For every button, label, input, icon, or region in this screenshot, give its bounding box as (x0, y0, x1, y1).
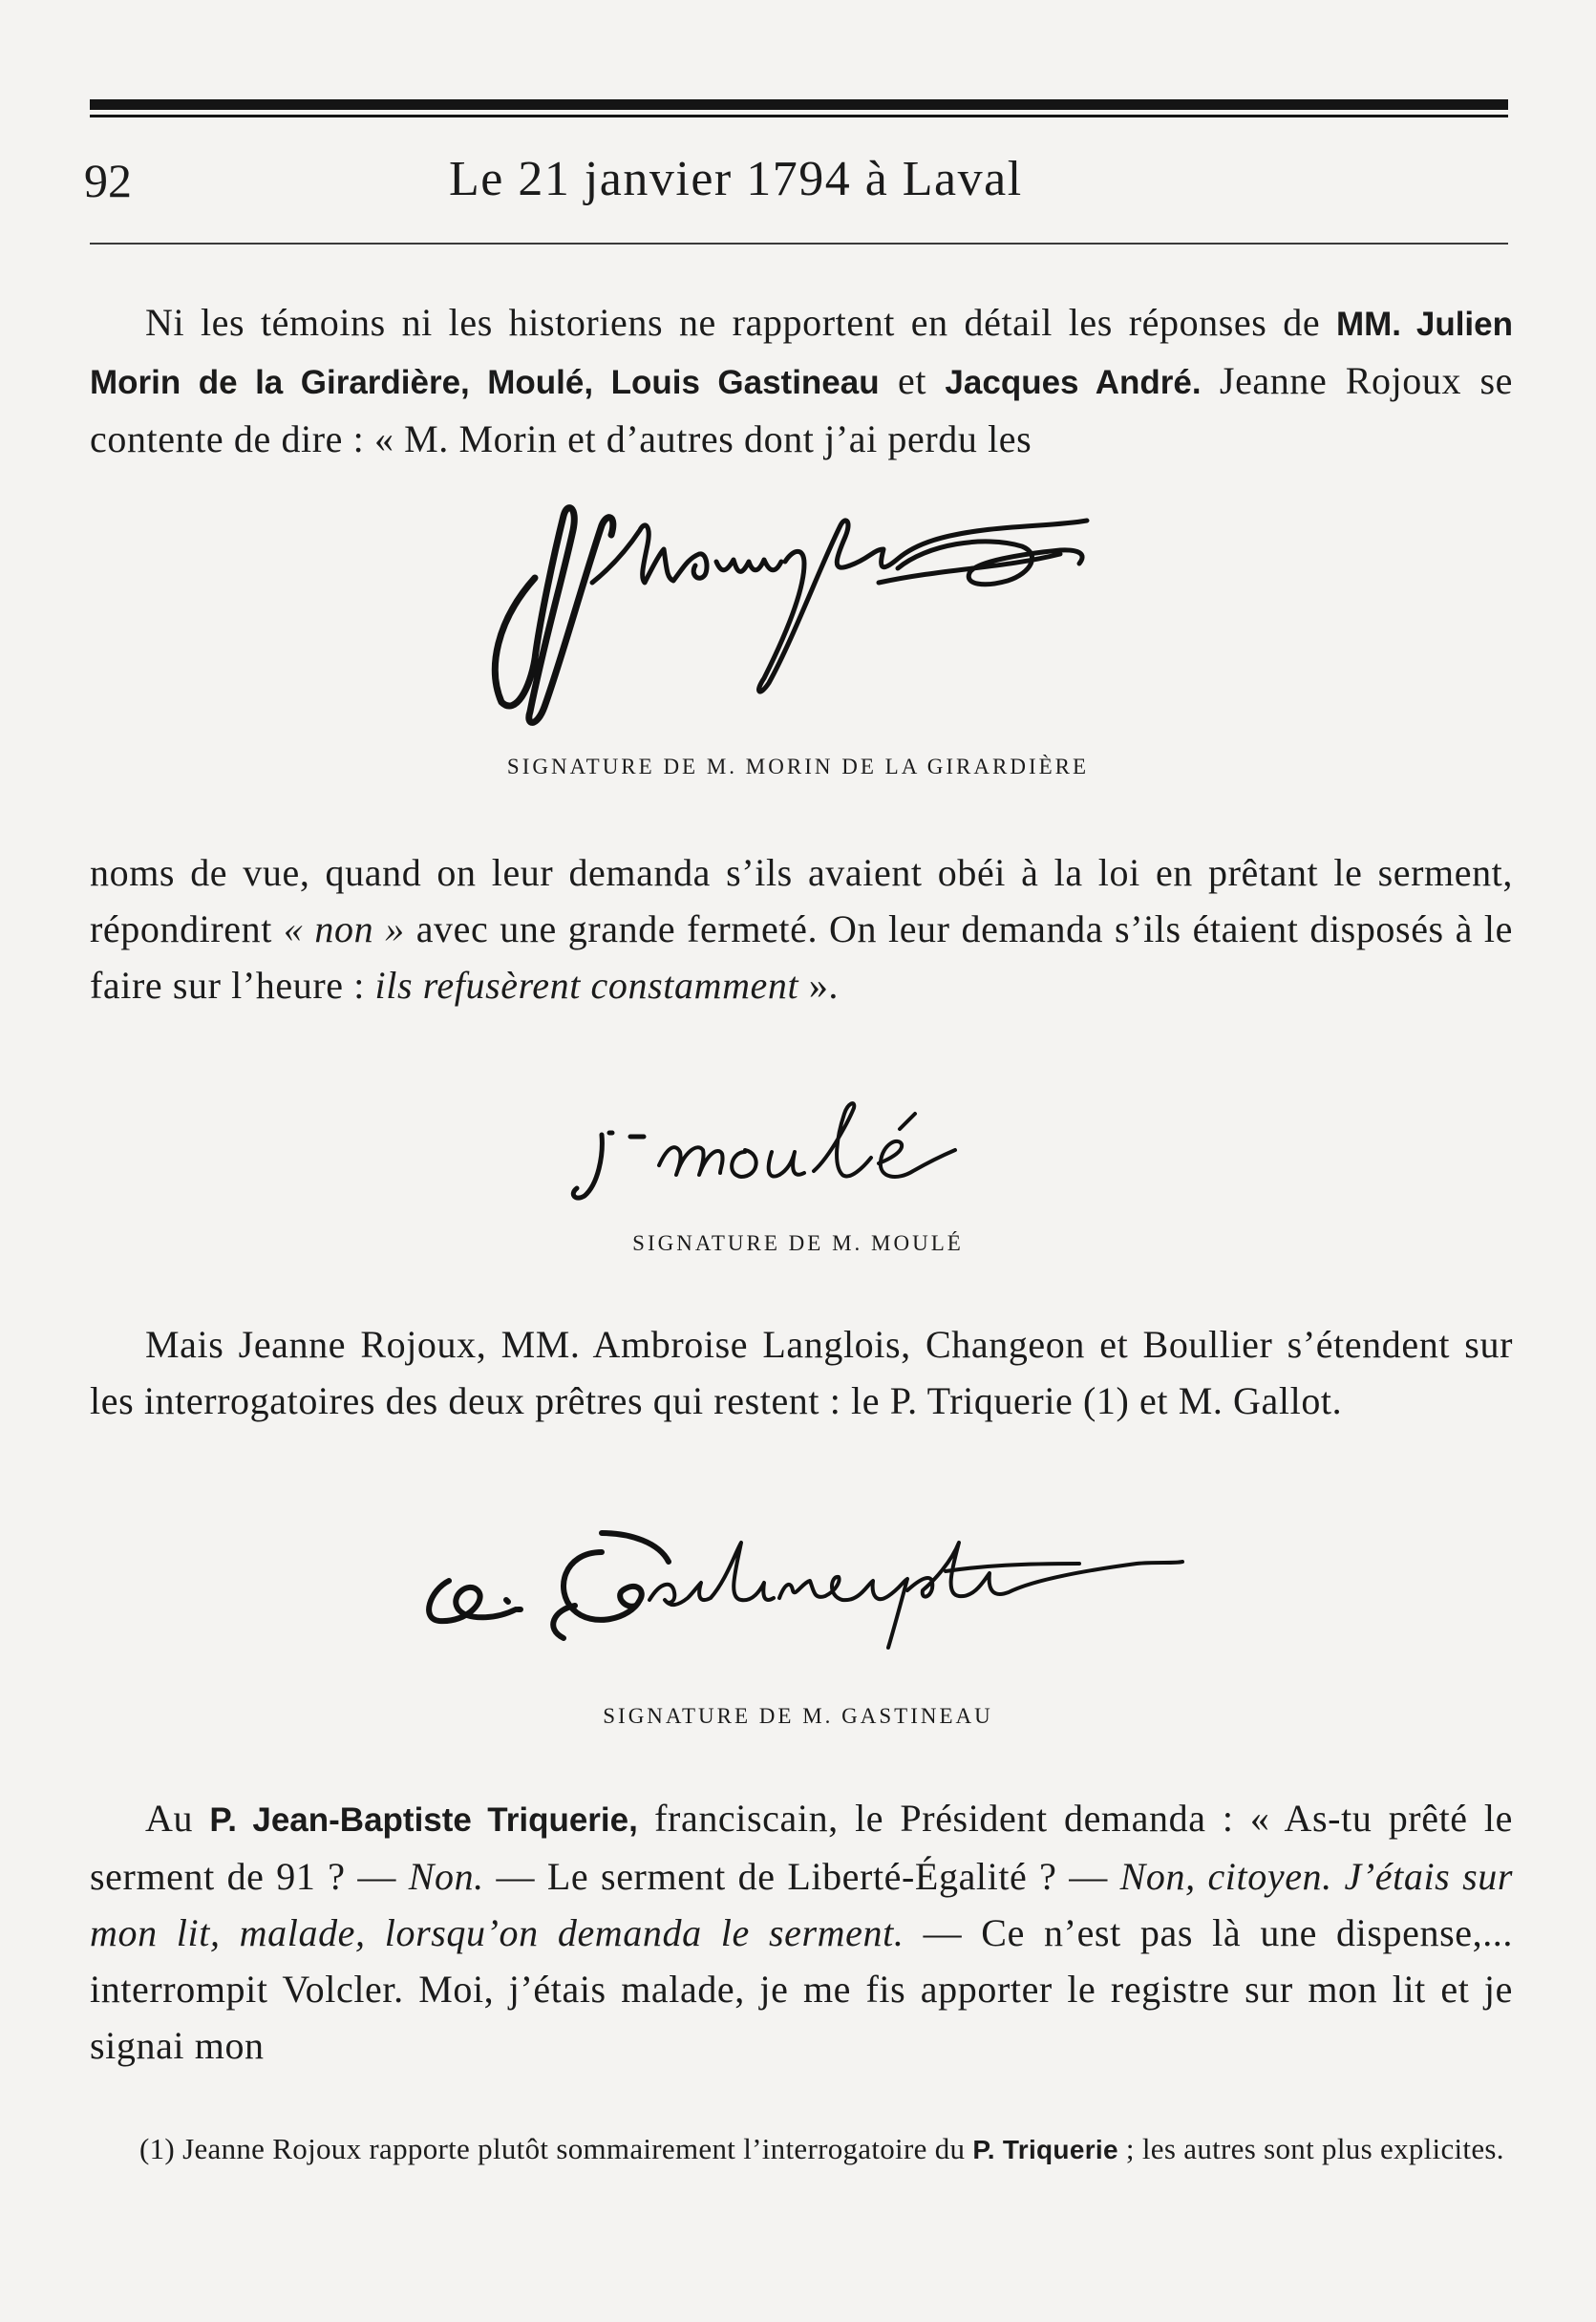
signature-gastineau-caption: SIGNATURE DE M. GASTINEAU (603, 1704, 993, 1728)
para2-italic-non: « non » (283, 907, 405, 950)
para4-italic-reply: Non, citoyen. J’étais sur mon lit, malade, lorsqu’on demanda le serment. (90, 1855, 1514, 1954)
para4-text-2: franciscain, le Président demanda : « As-tu prêté le serment de 91 ? — (90, 1797, 1514, 1898)
paragraph-responses (90, 294, 1513, 467)
signature-gastineau-image (411, 1514, 1203, 1657)
para1-text-1: Ni les témoins ni les historiens ne rapportent en détail les réponses de (145, 301, 1336, 344)
para4-text-1: Au (145, 1797, 210, 1840)
signature-moule-image (564, 1089, 1032, 1204)
para4-bold-triquerie: P. Jean-Baptiste Triquerie, (209, 1801, 638, 1839)
running-title: Le 21 janvier 1794 à Laval (449, 152, 1023, 206)
para4-text-3: — Le serment de Liberté-Égalité ? — (483, 1855, 1120, 1898)
footnote-text-2: ; les autres sont plus explicites. (1117, 2132, 1504, 2165)
para2-text-3: ». (798, 964, 840, 1007)
para1-text-3: Jeanne Rojoux se contente de dire : « M. Morin et d’autres dont j’ai perdu les (90, 359, 1513, 460)
header-divider (90, 243, 1508, 245)
signature-moule-caption: SIGNATURE DE M. MOULÉ (632, 1231, 964, 1255)
para2-italic-refuserent: ils refusèrent constamment (374, 964, 799, 1007)
para1-bold-andre: Jacques André. (945, 364, 1202, 401)
signature-moule-drawing (564, 1089, 1032, 1204)
para4-italic-non: Non. (408, 1855, 484, 1898)
para1-bold-names: MM. Julien Morin de la Girardière, Moulé, Louis Gastineau (90, 306, 1513, 401)
footnote-bold-triquerie: P. Triquerie (972, 2135, 1118, 2164)
signature-morin-drawing (449, 478, 1175, 726)
page-number: 92 (84, 154, 132, 207)
para1-text-2: et (879, 359, 946, 402)
header-rule-thick (90, 99, 1508, 110)
header-rule-thin (90, 115, 1508, 117)
para4-text-4: — Ce n’est pas là une dispense,... interrompit Volcler. Moi, j’étais malade, je me fis apporter le registre sur mon lit et je signai mon (90, 1911, 1514, 2067)
paragraph-triquerie (90, 1790, 1513, 2074)
signature-morin-caption: SIGNATURE DE M. MORIN DE LA GIRARDIÈRE (506, 755, 1090, 778)
para2-text-2: avec une grande fermeté. On leur demanda s’ils étaient disposés à le faire sur l’heure : (90, 907, 1513, 1007)
para2-text-1: noms de vue, quand on leur demanda s’ils avaient obéi à la loi en prêtant le serment, répondirent (90, 851, 1513, 950)
signature-morin-image (449, 478, 1175, 726)
paragraph-refusal (90, 844, 1513, 1013)
footnote-text-1: (1) Jeanne Rojoux rapporte plutôt sommairement l’interrogatoire du (139, 2132, 973, 2165)
footnote (92, 2126, 1513, 2172)
signature-gastineau-drawing (411, 1514, 1203, 1657)
paragraph-interrogations: Mais Jeanne Rojoux, MM. Ambroise Langlois, Changeon et Boullier s’étendent sur les interrogatoires des deux prêtres qui restent : le P. Triquerie (1) et M. Gallot. (90, 1323, 1513, 1422)
